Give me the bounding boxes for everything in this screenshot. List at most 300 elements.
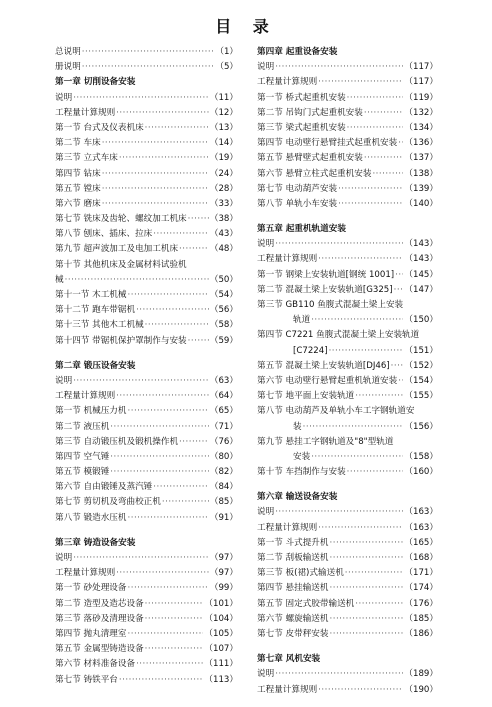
dot-leader [355, 597, 403, 612]
toc-entry-label: 第五节 模锻锤 [55, 467, 110, 478]
toc-entry-label: 第六节 螺旋输送机 [257, 613, 329, 624]
toc-page-number: （101） [204, 598, 238, 609]
toc-page-number: （76） [209, 436, 238, 447]
dot-leader [162, 495, 209, 510]
toc-entry-label: 第一节 钢梁上安装轨道[钢统 1001] [257, 269, 395, 280]
toc-page-number: （58） [209, 320, 238, 331]
toc-entry-label: 第二节 吊钩门式起重机安装 [257, 107, 363, 118]
section-gap [55, 526, 238, 536]
toc-page-number: （97） [209, 568, 238, 579]
toc-page-number: （48） [209, 244, 238, 255]
toc-page-number: （185） [404, 613, 438, 624]
toc-page-number: （139） [404, 183, 438, 194]
dot-leader [329, 344, 404, 359]
toc-page-number: （19） [209, 153, 238, 164]
toc-entry[interactable] [55, 197, 238, 212]
toc-entry-label: 工程量计算规则 [55, 568, 116, 579]
toc-page-number: （151） [404, 345, 438, 356]
toc-entry-label: 说明 [55, 375, 73, 386]
dot-leader [347, 465, 404, 480]
toc-entry-label: 第五节 固定式胶带输送机 [257, 598, 355, 609]
chapter-heading: 第六章 输送设备安装 [257, 492, 338, 503]
toc-entry-label: 说明 [257, 62, 275, 73]
toc-entry[interactable] [257, 106, 438, 121]
section-gap [257, 212, 438, 222]
dot-leader [372, 167, 403, 182]
dot-leader [338, 182, 403, 197]
dot-leader [82, 45, 215, 60]
toc-entry[interactable] [55, 566, 238, 581]
toc-entry[interactable] [257, 252, 438, 267]
toc-page-number: （28） [209, 183, 238, 194]
toc-entry-label: 第四节 悬挂输送机 [257, 583, 329, 594]
toc-entry[interactable] [55, 511, 238, 526]
toc-page-number: （147） [404, 284, 438, 295]
dot-leader [73, 374, 209, 389]
dot-leader [303, 420, 404, 435]
toc-entry[interactable] [257, 420, 438, 435]
toc-entry-label: 第六节 自由锻锤及蒸汽锤 [55, 482, 153, 493]
toc-entry[interactable] [55, 435, 238, 450]
toc-entry[interactable] [257, 268, 438, 283]
toc-entry[interactable] [257, 505, 438, 520]
toc-entry-label: 第七节 电动葫芦安装 [257, 183, 338, 194]
toc-page-number: （174） [404, 583, 438, 594]
toc-page-number: （176） [404, 598, 438, 609]
dot-leader [275, 667, 403, 682]
toc-entry[interactable] [55, 121, 238, 136]
dot-leader [364, 106, 404, 121]
toc-entry-label: 第四节 钻床 [55, 168, 101, 179]
toc-page-number: （117） [404, 62, 438, 73]
toc-page-number: （145） [404, 269, 438, 280]
toc-entry[interactable] [55, 334, 238, 349]
toc-page-number: （190） [404, 684, 438, 695]
toc-entry-text: 第四节 C7221 鱼腹式混凝土梁上安装轨道 [257, 330, 420, 341]
toc-entry-text: 第三节 GB110 鱼腹式混凝土梁上安装 [257, 300, 404, 310]
toc-entry-label: 第十二节 跑车带锯机 [55, 305, 136, 316]
toc-page-number: （5） [215, 62, 238, 73]
toc-page-number: （163） [404, 522, 438, 533]
toc-entry-label: 第八节 单轨小车安装 [257, 198, 338, 209]
toc-page-number: （12） [209, 107, 238, 118]
dot-leader [136, 657, 203, 672]
dot-leader [188, 334, 209, 349]
toc-page-number: （160） [404, 467, 438, 478]
toc-page-number: （99） [209, 583, 238, 594]
toc-entry-label: 第二节 液压机 [55, 421, 110, 432]
toc-entry[interactable] [257, 91, 438, 106]
toc-entry-label: 工程量计算规则 [257, 522, 318, 533]
section-gap [55, 349, 238, 359]
toc-page-number: （11） [209, 92, 238, 103]
toc-entry[interactable] [55, 612, 238, 627]
toc-entry[interactable] [55, 288, 238, 303]
toc-entry-text: 第八节 电动葫芦及单轨小车工字钢轨道安 [257, 406, 415, 417]
dot-leader [347, 91, 404, 106]
toc-entry-label: 说明 [55, 92, 73, 103]
chapter-heading: 第一章 切削设备安装 [55, 77, 136, 88]
toc-entry-label: 第四节 抛丸清理室 [55, 628, 127, 639]
toc-entry-label: 工程量计算规则 [257, 254, 318, 265]
toc-entry-label: 第十三节 其他木工机械 [55, 320, 144, 331]
dot-leader [318, 75, 403, 90]
toc-entry[interactable] [257, 182, 438, 197]
toc-entry-label: 工程量计算规则 [55, 391, 116, 402]
toc-page-number: （65） [209, 406, 238, 417]
toc-entry[interactable] [55, 303, 238, 318]
toc-page-number: （132） [404, 107, 438, 118]
dot-leader [116, 389, 209, 404]
toc-entry-label: 第二节 造型及造芯设备 [55, 598, 144, 609]
dot-leader [145, 318, 209, 333]
dot-leader [127, 627, 203, 642]
chapter-heading: 第五章 起重机轨道安装 [257, 224, 346, 235]
toc-entry-label: 第三节 板(裙)式输送机 [257, 568, 344, 579]
toc-entry[interactable] [257, 597, 438, 612]
toc-entry-label: 说明 [257, 239, 275, 250]
toc-page-number: （85） [209, 497, 238, 508]
toc-entry-label: 第三节 落砂及清理设备 [55, 613, 144, 624]
dot-leader [188, 212, 209, 227]
toc-entry[interactable] [55, 227, 238, 242]
toc-entry[interactable] [55, 318, 238, 333]
toc-entry-label: 第十一节 木工机械 [55, 290, 127, 300]
toc-entry-label: 第七节 铸铁平台 [55, 674, 118, 685]
toc-entry[interactable] [55, 673, 238, 688]
toc-entry-label: 工程量计算规则 [257, 684, 318, 695]
toc-entry[interactable] [55, 242, 238, 257]
dot-leader [102, 197, 209, 212]
dot-leader [102, 182, 209, 197]
toc-entry[interactable] [257, 683, 438, 698]
toc-entry[interactable] [257, 374, 438, 389]
toc-page-number: （158） [404, 451, 438, 462]
dot-leader [73, 551, 209, 566]
dot-leader [145, 121, 209, 136]
toc-entry-label: 册说明 [55, 62, 81, 73]
toc-entry[interactable] [257, 136, 438, 151]
dot-leader [329, 551, 403, 566]
dot-leader [318, 252, 403, 267]
toc-entry-label: [C7224] [293, 345, 328, 356]
toc-entry[interactable] [55, 45, 238, 60]
toc-page-number: （136） [404, 138, 438, 149]
dot-leader [311, 313, 403, 328]
dot-leader [318, 521, 403, 536]
toc-entry-label: 第一节 斗式提升机 [257, 537, 329, 548]
chapter-heading: 第四章 起重设备安装 [257, 47, 338, 57]
dot-leader [391, 359, 404, 374]
dot-leader [127, 581, 208, 596]
toc-page-number: （56） [209, 305, 238, 316]
chapter-heading: 第七章 风机安装 [257, 654, 321, 665]
dot-leader [398, 136, 403, 151]
toc-page-number: （111） [204, 659, 238, 670]
toc-entry-label: 第二节 车床 [55, 138, 101, 149]
toc-entry[interactable] [257, 450, 438, 465]
toc-entry-label: 第一节 机械压力机 [55, 406, 127, 417]
toc-entry[interactable] [257, 359, 438, 374]
toc-page-number: （171） [404, 568, 438, 579]
toc-page-number: （189） [404, 669, 438, 680]
dot-leader [127, 288, 208, 303]
toc-entry[interactable] [257, 237, 438, 252]
toc-page-number: （97） [209, 553, 238, 563]
toc-page-number: （152） [404, 360, 438, 371]
dot-leader [65, 273, 209, 288]
toc-entry-label: 工程量计算规则 [257, 77, 318, 88]
toc-page-number: （50） [209, 274, 238, 285]
dot-leader [82, 60, 215, 75]
toc-entry[interactable] [257, 167, 438, 182]
dot-leader [145, 597, 204, 612]
dot-leader [116, 106, 209, 121]
dot-leader [153, 480, 209, 495]
dot-leader [329, 612, 403, 627]
toc-entry[interactable] [55, 627, 238, 642]
dot-leader [119, 673, 204, 688]
toc-entry[interactable] [55, 420, 238, 435]
toc-page-number: （117） [404, 77, 438, 88]
toc-entry-label: 第三节 梁式起重机安装 [257, 122, 346, 133]
toc-entry[interactable] [55, 465, 238, 480]
toc-entry-label: 第七节 铣床及齿轮、螺纹加工机床 [55, 214, 187, 225]
toc-page-number: （140） [404, 198, 438, 209]
toc-entry[interactable] [55, 136, 238, 151]
dot-leader [329, 536, 403, 551]
dot-leader [110, 450, 209, 465]
toc-entry-label: 第一节 砂处理设备 [55, 583, 127, 594]
toc-entry-label: 说明 [257, 507, 275, 518]
toc-entry-label: 第四节 电动壁行悬臂挂式起重机安装 [257, 138, 398, 149]
toc-entry-label: 工程量计算规则 [55, 107, 116, 118]
toc-page-number: （154） [404, 375, 438, 386]
toc-entry-label: 第一节 桥式起重机安装 [257, 92, 346, 103]
toc-entry[interactable] [55, 374, 238, 389]
toc-entry-label: 第九节 超声波加工及电加工机床 [55, 244, 179, 255]
toc-entry[interactable] [55, 106, 238, 121]
toc-entry[interactable] [257, 75, 438, 90]
toc-page-number: （186） [404, 628, 438, 639]
toc-entry[interactable] [55, 212, 238, 227]
toc-entry-label: 第五节 镗床 [55, 183, 101, 194]
toc-entry-label: 第二节 刮板输送机 [257, 553, 329, 563]
toc-entry-label: 第五节 悬臂壁式起重机安装 [257, 153, 363, 164]
toc-entry[interactable] [257, 313, 438, 328]
toc-entry-label: 第二节 混凝土梁上安装轨道[G325] [257, 284, 393, 295]
toc-right-column [257, 45, 438, 698]
toc-entry[interactable] [55, 480, 238, 495]
toc-page-number: （59） [209, 335, 238, 346]
toc-page-number: （63） [209, 375, 238, 386]
dot-leader [102, 167, 209, 182]
toc-entry-label: 说明 [55, 553, 73, 563]
dot-leader [153, 227, 209, 242]
dot-leader [345, 566, 404, 581]
toc-page-number: （84） [209, 482, 238, 493]
dot-leader [329, 581, 403, 596]
dot-leader [318, 683, 403, 698]
dot-leader [127, 404, 208, 419]
toc-entry[interactable] [257, 344, 438, 359]
toc-entry-label: 总说明 [55, 47, 81, 57]
toc-page-number: （104） [204, 613, 238, 624]
toc-page-number: （138） [404, 168, 438, 179]
toc-entry-label: 械 [55, 274, 64, 285]
toc-entry[interactable] [55, 151, 238, 166]
dot-leader [364, 151, 404, 166]
toc-entry[interactable] [257, 667, 438, 682]
toc-page-number: （163） [404, 507, 438, 518]
toc-page-number: （168） [404, 553, 438, 563]
toc-entry[interactable] [55, 597, 238, 612]
toc-entry[interactable] [55, 167, 238, 182]
dot-leader [338, 197, 403, 212]
toc-entry[interactable] [257, 121, 438, 136]
dot-leader [73, 91, 209, 106]
dot-leader [179, 242, 209, 257]
toc-entry-label: 第三节 立式车床 [55, 153, 118, 164]
dot-leader [110, 465, 209, 480]
dot-leader [275, 60, 403, 75]
toc-entry[interactable] [257, 197, 438, 212]
toc-entry[interactable] [55, 273, 238, 288]
dot-leader [102, 136, 209, 151]
toc-left-column [55, 45, 238, 688]
toc-page-number: （82） [209, 467, 238, 478]
toc-page-number: （134） [404, 122, 438, 133]
toc-entry[interactable] [55, 182, 238, 197]
dot-leader [110, 420, 209, 435]
toc-entry-label: 第六节 电动壁行悬臂起重机轨道安装 [257, 375, 398, 386]
section-gap [257, 642, 438, 652]
dot-leader [136, 303, 209, 318]
toc-entry[interactable] [257, 521, 438, 536]
toc-entry-label: 第十节 车挡制作与安装 [257, 467, 346, 478]
toc-entry[interactable] [257, 566, 438, 581]
chapter-heading: 第二章 锻压设备安装 [55, 360, 136, 371]
toc-entry-label: 第七节 剪切机及弯曲校正机 [55, 497, 161, 508]
toc-page-number: （13） [209, 122, 238, 133]
toc-entry[interactable] [55, 551, 238, 566]
dot-leader [394, 283, 404, 298]
toc-page-number: （137） [404, 153, 438, 164]
toc-entry[interactable] [257, 389, 438, 404]
toc-entry-label: 装 [293, 421, 302, 432]
toc-page-number: （71） [209, 421, 238, 432]
toc-entry-label: 第六节 悬臂立柱式起重机安装 [257, 168, 372, 179]
dot-leader [145, 642, 204, 657]
toc-entry-label: 第十四节 带锯机保护罩制作与安装 [55, 335, 187, 346]
toc-page-number: （165） [404, 537, 438, 548]
toc-entry[interactable] [257, 536, 438, 551]
toc-entry-label: 第五节 金属型铸造设备 [55, 644, 144, 655]
dot-leader [311, 450, 403, 465]
toc-entry[interactable] [55, 91, 238, 106]
toc-entry[interactable] [257, 627, 438, 642]
toc-entry[interactable] [257, 60, 438, 75]
toc-entry-label: 第七节 地平面上安装轨道 [257, 391, 355, 402]
toc-entry-label: 轨道 [293, 315, 311, 326]
toc-entry[interactable] [55, 404, 238, 419]
dot-leader [119, 151, 209, 166]
toc-entry-label: 第七节 皮带秤安装 [257, 628, 329, 639]
toc-entry-label: 第五节 混凝土梁上安装轨道[DJ46] [257, 360, 390, 371]
toc-entry[interactable] [55, 450, 238, 465]
toc-page-number: （119） [404, 92, 438, 103]
toc-page-number: （1） [215, 47, 238, 57]
toc-entry[interactable] [55, 642, 238, 657]
toc-entry[interactable] [257, 551, 438, 566]
toc-page-number: （38） [209, 214, 238, 225]
toc-entry-text: 第十节 其他机床及金属材料试验机 [55, 259, 187, 270]
toc-entry[interactable] [55, 495, 238, 510]
toc-entry-label: 第一节 台式及仪表机床 [55, 122, 144, 133]
dot-leader [145, 612, 204, 627]
toc-entry-label: 第八节 刨床、插床、拉床 [55, 229, 153, 240]
toc-entry[interactable] [55, 581, 238, 596]
dot-leader [275, 505, 403, 520]
toc-page-number: （105） [204, 628, 238, 639]
dot-leader [398, 374, 403, 389]
toc-entry-label: 说明 [257, 669, 275, 680]
toc-page-number: （64） [209, 391, 238, 402]
toc-entry[interactable] [55, 389, 238, 404]
toc-entry[interactable] [55, 60, 238, 75]
toc-entry[interactable] [257, 465, 438, 480]
toc-page-number: （43） [209, 229, 238, 240]
section-gap [257, 480, 438, 490]
dot-leader [355, 389, 403, 404]
toc-entry-label: 第六节 材料准备设备 [55, 659, 136, 670]
dot-leader [275, 237, 403, 252]
dot-leader [179, 435, 209, 450]
toc-page-number: （80） [209, 451, 238, 462]
toc-page-number: （150） [404, 315, 438, 326]
chapter-heading: 第三章 铸造设备安装 [55, 537, 136, 548]
toc-entry[interactable] [257, 283, 438, 298]
toc-entry[interactable] [257, 581, 438, 596]
toc-entry[interactable] [55, 657, 238, 672]
toc-page-number: （107） [204, 644, 238, 655]
toc-entry-label: 第八节 锻造水压机 [55, 512, 127, 523]
toc-entry-label: 第三节 自动锻压机及锻机操作机 [55, 436, 179, 447]
toc-entry-label: 第六节 磨床 [55, 198, 101, 209]
toc-entry[interactable] [257, 151, 438, 166]
toc-page-number: （156） [404, 421, 438, 432]
toc-page-number: （33） [209, 198, 238, 209]
toc-page-number: （54） [209, 290, 238, 300]
dot-leader [116, 566, 209, 581]
dot-leader [329, 627, 403, 642]
dot-leader [347, 121, 404, 136]
toc-page-number: （113） [204, 674, 238, 685]
toc-entry[interactable] [257, 612, 438, 627]
toc-page-number: （143） [404, 239, 438, 250]
dot-leader [127, 511, 208, 526]
toc-page-number: （91） [209, 512, 238, 523]
toc-entry-text: 第九节 悬挂工字钢轨道及"8"型轨道 [257, 436, 394, 447]
toc-entry-label: 安装 [293, 451, 311, 462]
toc-page-number: （14） [209, 138, 238, 149]
toc-entry-label: 第四节 空气锤 [55, 451, 110, 462]
toc-page-number: （155） [404, 391, 438, 402]
toc-page-number: （24） [209, 168, 238, 179]
page-title: 目 录 [215, 17, 277, 36]
dot-leader [395, 268, 403, 283]
toc-page-number: （143） [404, 254, 438, 265]
